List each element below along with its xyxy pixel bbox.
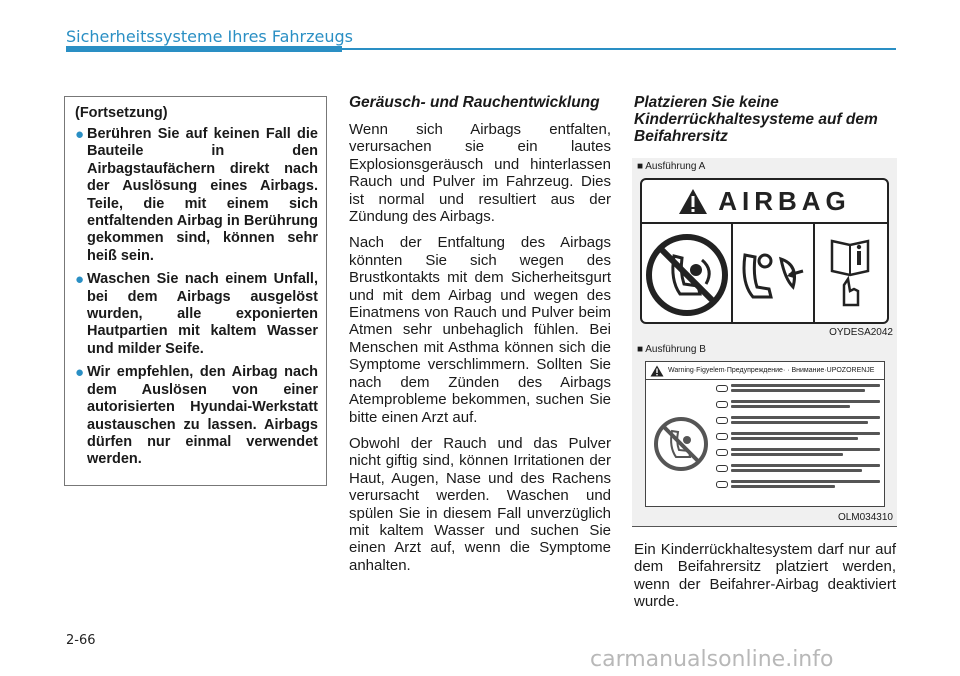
header-accent-bar (66, 46, 342, 52)
body-paragraph: Wenn sich Airbags entfalten, verursachen sie ein lautes Explosionsgeräusch und hinterlassen Rauch und Pulver im Fahrzeug. Dies ist normal und resultiert aus der Zündung des Airbags. (349, 121, 611, 226)
body-paragraph: Nach der Entfaltung des Airbags könnten Sie sich wegen des Brustkontakts mit dem Sicherheitsgurt und mit dem Airbag und wegen des Einatmens von Rauch und Pulver beim Atmen sehr unbehaglich fühlen. Bei Menschen mit Asthma können sich die Symptome verschlimmern. Sollten Sie nach dem Zünden des Airbags Atemprobleme bekommen, suchen Sie bitte einen Arzt auf. (349, 234, 611, 426)
figure-b-code: OLM034310 (837, 512, 893, 523)
no-child-seat-icon (652, 415, 710, 473)
header-rule (342, 48, 896, 50)
child-seat-heading: Platzieren Sie keine Kinderrückhaltesysteme auf dem Beifahrersitz (634, 94, 878, 145)
warning-text-block (716, 380, 884, 507)
smoke-noise-heading: Geräusch- und Rauchentwicklung (349, 94, 600, 111)
child-seat-paragraph-wrap (634, 541, 896, 620)
warning-item (75, 271, 318, 358)
bullet-icon: ● (75, 271, 85, 289)
warning-continuation: (Fortsetzung) (75, 105, 168, 121)
warning-item-text: Waschen Sie nach einem Unfall, bei dem Airbags ausgelöst wurden, alle exponierten Hautpartien mit kaltem Wasser und milder Seife. (87, 271, 318, 357)
airbag-deploy-icon (733, 235, 813, 315)
figure-a-label: ■ Ausführung A (637, 161, 706, 172)
page-number: 2-66 (66, 633, 96, 648)
warning-item-text: Wir empfehlen, den Airbag nach dem Auslösen von einer autorisierten Hyundai-Werkstatt austauschen zu lassen. Airbags dürfen nur einmal verwendet werden. (87, 364, 318, 468)
section-title: Sicherheitssysteme Ihres Fahrzeugs (66, 27, 353, 46)
bullet-icon: ● (75, 364, 85, 382)
warning-triangle-icon (650, 365, 664, 377)
airbag-warning-label (640, 178, 889, 324)
airbag-word: AIRBAG (718, 185, 851, 216)
body-paragraph: Obwohl der Rauch und das Pulver nicht giftig sind, können Irritationen der Haut, Augen, Nase und des Rachens verursacht werden. Waschen und spülen Sie in diesem Fall unverzüglich mit kaltem Wasser und suchen Sie einen Arzt auf, wenn die Symptome anhalten. (349, 434, 611, 574)
figure-b-label: ■ Ausführung B (637, 344, 706, 355)
warning-item (75, 126, 318, 265)
warning-item-text: Berühren Sie auf keinen Fall die Bauteile in den Airbagstaufächern direkt nach der Auslösung eines Airbags. Teile, die mit einem sich entfaltenden Airbag in Berührung gekommen sind, können sehr heiß sein. (87, 126, 318, 264)
figure-version-b (632, 341, 897, 527)
body-paragraph: Ein Kinderrückhaltesystem darf nur auf dem Beifahrersitz platziert werden, wenn der Beifahrer-Airbag deaktiviert wurde. (634, 541, 896, 611)
smoke-noise-section (349, 94, 611, 583)
warning-item (75, 364, 318, 468)
warning-box (64, 96, 327, 486)
warning-languages-heading: Warning·Figyelem·Предупреждение· · Внимание·UPOZORENJE (668, 367, 875, 374)
watermark: carmanualsonline.info (590, 647, 834, 672)
multilingual-warning-label (645, 361, 885, 507)
figure-a-code: OYDESA2042 (829, 327, 893, 338)
child-seat-section (634, 94, 896, 155)
bullet-icon: ● (75, 126, 85, 143)
figure-version-a (632, 158, 897, 342)
figure-rule (632, 526, 897, 527)
no-child-seat-icon (644, 232, 730, 318)
read-manual-icon (828, 235, 874, 315)
warning-triangle-icon (678, 188, 708, 215)
